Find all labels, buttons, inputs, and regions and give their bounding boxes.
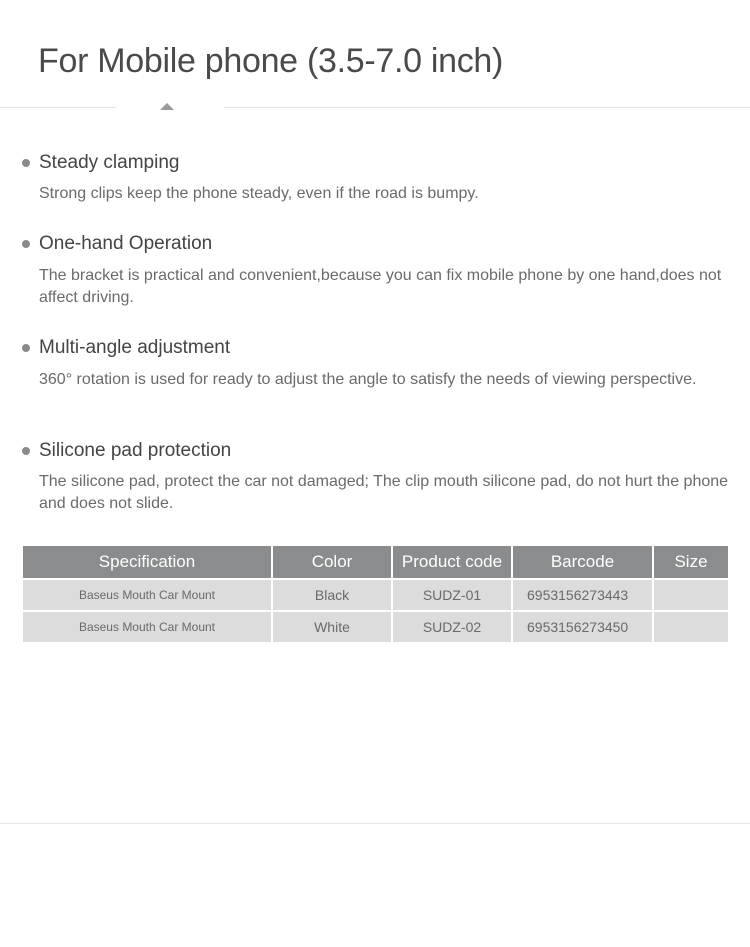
table-row	[23, 611, 728, 642]
feature-description: Strong clips keep the phone steady, even if the road is bumpy.	[39, 185, 479, 202]
column-header-size: Size	[653, 546, 728, 579]
cell-product-code: SUDZ-01	[392, 579, 512, 611]
feature-heading: One-hand Operation	[39, 233, 213, 254]
title-pointer-triangle	[160, 103, 174, 110]
table-header-row	[23, 546, 728, 579]
table-row	[23, 579, 728, 611]
feature-heading: Silicone pad protection	[39, 440, 232, 461]
feature-description: The silicone pad, protect the car not damaged; The clip mouth silicone pad, do not hurt the phone and does not slide.	[39, 473, 729, 512]
cell-specification: Baseus Mouth Car Mount	[23, 579, 272, 611]
cell-color: White	[272, 611, 392, 642]
bullet-icon	[22, 344, 30, 352]
cell-color: Black	[272, 579, 392, 611]
cell-barcode: 6953156273450	[512, 611, 653, 642]
title-divider-right	[224, 107, 750, 108]
feature-description: The bracket is practical and convenient,because you can fix mobile phone by one hand,does not affect driving.	[39, 267, 722, 306]
page-title: For Mobile phone (3.5-7.0 inch)	[38, 42, 504, 80]
cell-size	[653, 611, 728, 642]
column-header-specification: Specification	[23, 546, 272, 579]
bullet-icon	[22, 240, 30, 248]
column-header-product-code: Product code	[392, 546, 512, 579]
title-divider-left	[0, 107, 116, 108]
column-header-barcode: Barcode	[512, 546, 653, 579]
bullet-icon	[22, 447, 30, 455]
cell-size	[653, 579, 728, 611]
bullet-icon	[22, 159, 30, 167]
feature-heading: Steady clamping	[39, 152, 180, 173]
cell-specification: Baseus Mouth Car Mount	[23, 611, 272, 642]
cell-product-code: SUDZ-02	[392, 611, 512, 642]
bottom-divider	[0, 823, 750, 824]
feature-description: 360° rotation is used for ready to adjust the angle to satisfy the needs of viewing perspective.	[39, 371, 697, 388]
column-header-color: Color	[272, 546, 392, 579]
feature-heading: Multi-angle adjustment	[39, 337, 231, 358]
cell-barcode: 6953156273443	[512, 579, 653, 611]
specification-table	[23, 546, 728, 642]
